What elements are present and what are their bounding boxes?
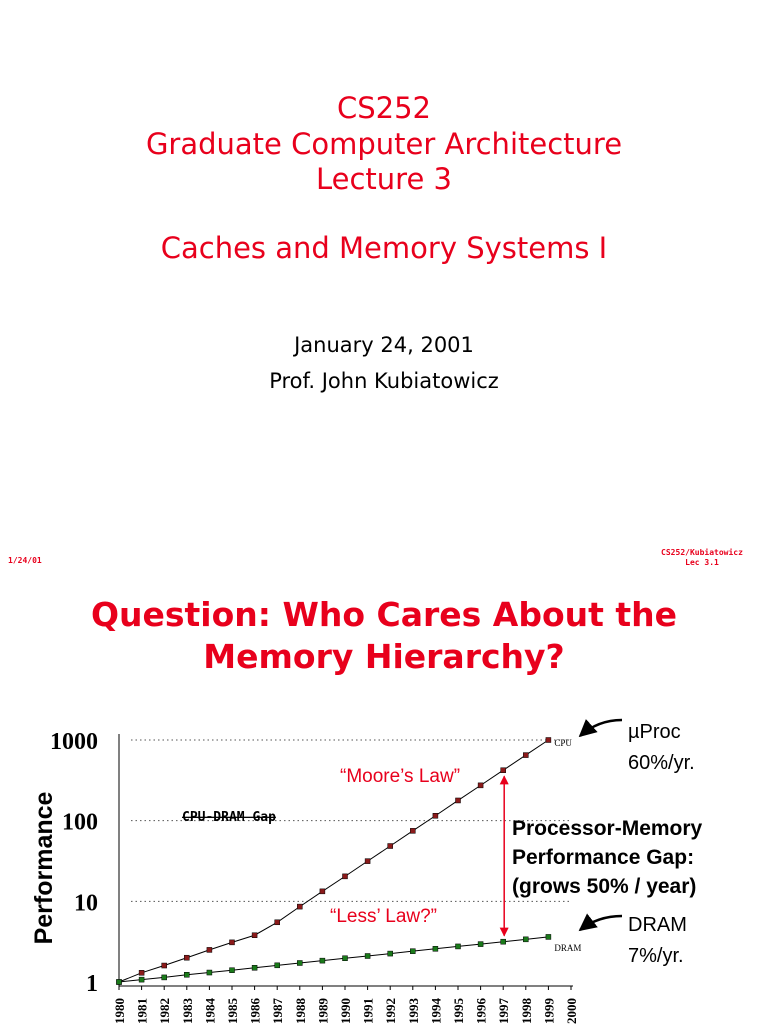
question-title-line1: Question: Who Cares About the bbox=[90, 595, 678, 634]
x-tick-label-1980: 1980 bbox=[112, 998, 127, 1024]
series-line-dram bbox=[119, 937, 548, 982]
point-cpu-1986 bbox=[252, 933, 257, 938]
point-dram-1980 bbox=[117, 980, 122, 985]
x-tick-label-2000: 2000 bbox=[564, 998, 579, 1024]
cpu-dram-gap-label: CPU-DRAM Gap bbox=[182, 810, 276, 825]
x-tick-label-1995: 1995 bbox=[451, 998, 466, 1024]
dram-growth-label: 7%/yr. bbox=[628, 945, 684, 967]
point-cpu-1985 bbox=[230, 940, 235, 945]
y-axis-title: Performance bbox=[30, 791, 58, 945]
x-tick-label-1989: 1989 bbox=[315, 998, 331, 1024]
x-tick-label-1996: 1996 bbox=[473, 998, 489, 1024]
point-dram-1996 bbox=[478, 942, 483, 947]
moores-law-label: “Moore’s Law” bbox=[340, 766, 461, 787]
less-law-label: “Less’ Law?” bbox=[330, 906, 438, 927]
point-dram-1988 bbox=[297, 961, 302, 966]
series-end-label-cpu: CPU bbox=[554, 738, 572, 748]
x-tick-label-1994: 1994 bbox=[428, 998, 444, 1024]
point-cpu-1987 bbox=[275, 920, 280, 925]
x-tick-label-1985: 1985 bbox=[225, 998, 240, 1024]
x-tick-label-1993: 1993 bbox=[405, 998, 421, 1024]
point-cpu-1981 bbox=[139, 970, 144, 975]
point-dram-1986 bbox=[252, 965, 257, 970]
question-title-line2: Memory Hierarchy? bbox=[203, 637, 565, 676]
y-tick-label-1: 1 bbox=[86, 971, 98, 997]
point-dram-1989 bbox=[320, 958, 325, 963]
lecture-date: January 24, 2001 bbox=[294, 333, 474, 357]
y-tick-label-1000: 1000 bbox=[50, 729, 98, 755]
point-dram-1985 bbox=[230, 968, 235, 973]
course-title: Graduate Computer Architecture bbox=[145, 127, 623, 161]
x-tick-label-1998: 1998 bbox=[518, 998, 534, 1024]
x-tick-label-1986: 1986 bbox=[247, 998, 263, 1024]
x-tick-label-1981: 1981 bbox=[134, 998, 150, 1024]
x-tick-label-1982: 1982 bbox=[157, 998, 173, 1024]
performance-chart bbox=[0, 700, 768, 1024]
point-cpu-1982 bbox=[162, 963, 167, 968]
point-cpu-1997 bbox=[501, 768, 506, 773]
lecture-topic: Caches and Memory Systems I bbox=[160, 231, 608, 265]
x-tick-label-1987: 1987 bbox=[270, 998, 286, 1024]
point-cpu-1984 bbox=[207, 947, 212, 952]
course-code: CS252 bbox=[336, 91, 431, 125]
instructor-name: Prof. John Kubiatowicz bbox=[269, 369, 499, 393]
point-cpu-1991 bbox=[365, 859, 370, 864]
gap-description-line1: Processor-Memory bbox=[512, 817, 703, 840]
x-tick-label-1988: 1988 bbox=[292, 998, 308, 1024]
point-dram-1981 bbox=[139, 977, 144, 982]
point-dram-1991 bbox=[365, 954, 370, 959]
point-dram-1997 bbox=[501, 939, 506, 944]
x-tick-label-1991: 1991 bbox=[360, 998, 376, 1024]
point-cpu-1996 bbox=[478, 783, 483, 788]
point-dram-1987 bbox=[275, 963, 280, 968]
dram-label: DRAM bbox=[628, 914, 687, 936]
point-dram-1995 bbox=[456, 944, 461, 949]
point-dram-1983 bbox=[184, 972, 189, 977]
point-dram-1982 bbox=[162, 975, 167, 980]
point-dram-1994 bbox=[433, 946, 438, 951]
uproc-pointer bbox=[580, 720, 622, 736]
x-tick-label-1984: 1984 bbox=[202, 998, 218, 1024]
lecture-number: Lecture 3 bbox=[316, 162, 452, 196]
gap-description-line2: Performance Gap: bbox=[512, 846, 695, 869]
point-dram-1999 bbox=[546, 934, 551, 939]
point-cpu-1993 bbox=[410, 828, 415, 833]
point-cpu-1983 bbox=[184, 955, 189, 960]
footer-date: 1/24/01 bbox=[8, 556, 42, 565]
point-dram-1992 bbox=[388, 951, 393, 956]
point-dram-1990 bbox=[343, 956, 348, 961]
x-tick-label-1992: 1992 bbox=[383, 998, 399, 1024]
point-cpu-1992 bbox=[388, 844, 393, 849]
x-tick-label-1990: 1990 bbox=[338, 998, 353, 1024]
y-tick-label-100: 100 bbox=[62, 809, 98, 836]
x-tick-label-1999: 1999 bbox=[541, 998, 557, 1024]
y-tick-label-10: 10 bbox=[74, 890, 98, 917]
uproc-label: µProc bbox=[628, 721, 681, 743]
point-dram-1993 bbox=[410, 949, 415, 954]
point-cpu-1988 bbox=[297, 904, 302, 909]
x-tick-label-1997: 1997 bbox=[496, 998, 512, 1024]
point-cpu-1990 bbox=[343, 874, 348, 879]
point-cpu-1998 bbox=[523, 753, 528, 758]
dram-pointer bbox=[580, 916, 622, 930]
series-end-label-dram: DRAM bbox=[554, 942, 582, 953]
point-dram-1998 bbox=[523, 937, 528, 942]
point-cpu-1989 bbox=[320, 889, 325, 894]
point-dram-1984 bbox=[207, 970, 212, 975]
footer-page: Lec 3.1 bbox=[685, 558, 719, 567]
point-cpu-1995 bbox=[456, 798, 461, 803]
footer-course: CS252/Kubiatowicz bbox=[661, 548, 743, 557]
point-cpu-1994 bbox=[433, 813, 438, 818]
series-line-cpu bbox=[119, 740, 548, 982]
x-tick-label-1983: 1983 bbox=[179, 998, 195, 1024]
point-cpu-1999 bbox=[546, 738, 551, 743]
uproc-growth-label: 60%/yr. bbox=[628, 752, 695, 774]
gap-description-line3: (grows 50% / year) bbox=[512, 875, 697, 898]
